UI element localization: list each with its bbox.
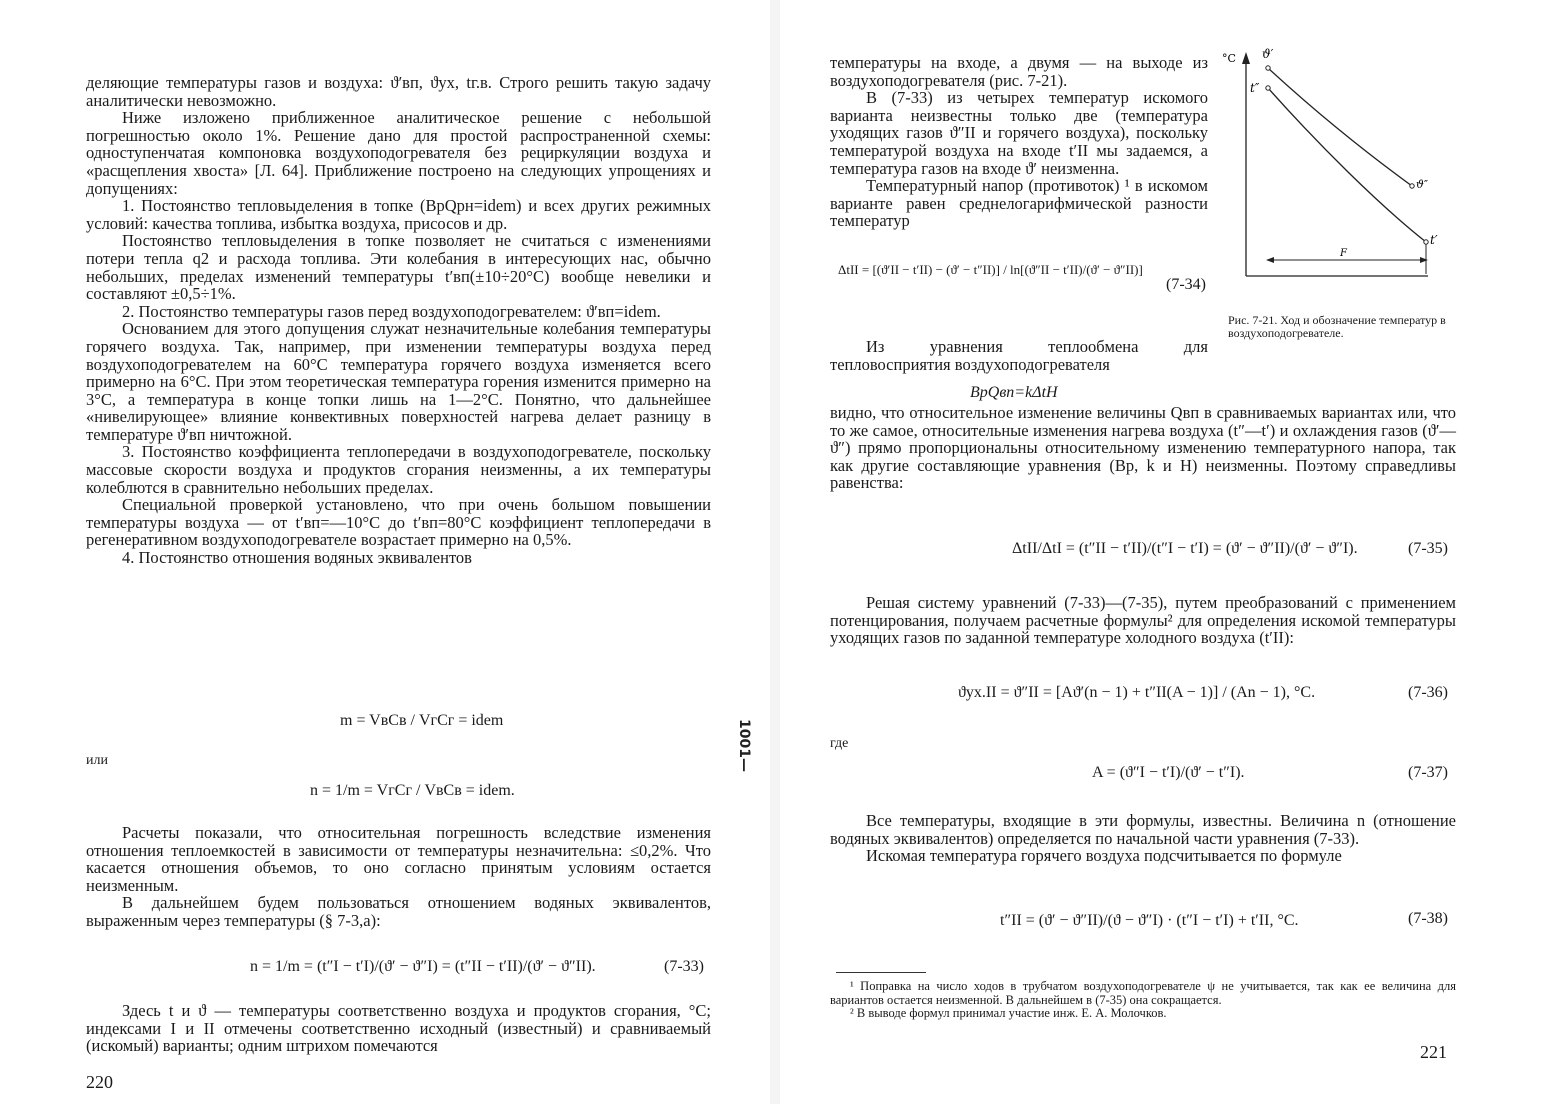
right-text-narrow-1	[830, 54, 1208, 230]
figure-caption: Рис. 7-21. Ход и обозначение температур в воздухоподогревателе.	[1228, 313, 1446, 340]
left-page	[0, 0, 770, 1104]
label-area: F	[1340, 248, 1347, 259]
label-theta-prime: ϑ′	[1262, 47, 1274, 61]
label-t-prime: t′	[1430, 233, 1438, 247]
library-stamp	[727, 715, 753, 785]
paragraph: Все температуры, входящие в эти формулы, известны. Величина n (отношение водяных эквивалентов) определяется по начальной части уравнения (7-33).	[830, 811, 1456, 848]
right-text-wide-3	[830, 812, 1456, 865]
footnotes	[830, 980, 1456, 1021]
left-text-block-1	[86, 74, 711, 567]
temperature-diagram	[1218, 44, 1458, 324]
formula-7-35: ΔtII/ΔtI = (t″II − t′II)/(t″I − t′I) = (ϑ′ − ϑ″II)/(ϑ′ − ϑ″I).	[1012, 540, 1358, 557]
paragraph: деляющие температуры газов и воздуха: ϑ′вп, ϑух, tг.в. Строго решить такую задачу аналитически невозможно.	[86, 73, 711, 110]
paragraph: Искомая температура горячего воздуха подсчитывается по формуле	[866, 846, 1342, 866]
equation-number: (7-36)	[1408, 684, 1448, 701]
book-gutter	[770, 0, 780, 1104]
paragraph: 1. Постоянство тепловыделения в топке (BрQрн=idem) и всех других режимных условий: качества топлива, избытка воздуха, присосов и др.	[86, 196, 711, 233]
equation-number: (7-37)	[1408, 764, 1448, 781]
formula-7-34: ΔtII = [(ϑ′II − t′II) − (ϑ′ − t″II)] / ln[(ϑ″II − t′II)/(ϑ′ − ϑ″II)]	[838, 262, 1143, 277]
left-text-block-3	[86, 1002, 711, 1055]
equation-number: (7-35)	[1408, 540, 1448, 557]
formula-7-38: t″II = (ϑ′ − ϑ″II)/(ϑ − ϑ″I) · (t″I − t′I) + t′II, °С.	[1000, 912, 1299, 929]
paragraph: видно, что относительное изменение величины Qвп в сравниваемых вариантах или, что то же самое, относительные изменения нагрева воздуха (t″—t′) и охлаждения газов (ϑ′—ϑ″) прямо пропорциональны относительному изменению температурного напора, так как другие составляющие уравнения (Bр, k и H) неизменны. Поэтому справедливы равенства:	[830, 403, 1456, 493]
paragraph: Ниже изложено приближенное аналитическое решение с небольшой погрешностью около 1%. Решение дано для простой распространенной схемы: одноступенчатая компоновка воздухоподогревателя без рециркуляции воздуха и «расщепления хвоста» [Л. 64]. Приближение построено на следующих упрощениях и допущениях:	[86, 108, 711, 198]
figure-7-21	[1218, 44, 1458, 324]
left-text-block-2	[86, 824, 711, 930]
paragraph: Здесь t и ϑ — температуры соответственно воздуха и продуктов сгорания, °С; индексами I и II отмечены соответственно исходный (известный) и сравниваемый (искомый) варианты; одним штрихом помечаются	[86, 1001, 711, 1056]
paragraph: 4. Постоянство отношения водяных эквивалентов	[122, 548, 472, 568]
formula-m: m = VвCв / VгCг = idem	[340, 712, 504, 729]
paragraph: Основанием для этого допущения служат незначительные колебания температуры горячего воздуха. Так, например, при изменении температуры воздуха перед воздухоподогревателем на 60°С температура горячего воздуха изменяется всего примерно на 6°С. При этом теоретическая температура горения изменится примерно на 3°С, а температура в конце топки лишь на 1—2°С. Понятно, что дальнейшее «нивелирующее» влияние конвективных поверхностей нагрева делает разницу в температуре ϑ′вп ничтожной.	[86, 319, 711, 444]
paragraph: Из уравнения теплообмена для тепловосприятия воздухоподогревателя	[830, 337, 1208, 374]
formula-7-33: n = 1/m = (t″I − t′I)/(ϑ′ − ϑ″I) = (t″II − t′II)/(ϑ′ − ϑ″II).	[250, 958, 596, 975]
formula-heat-exchange: BрQвп=kΔtH	[970, 384, 1058, 401]
paragraph: Постоянство тепловыделения в топке позволяет не считаться с изменениями потери тепла q2 и расхода топлива. Эти колебания в интересующих нас, обычно небольших, пределах изменений температуры t′вп(±10÷20°С) вообще невелики и составляют ±0,5÷1%.	[86, 231, 711, 304]
paragraph: В дальнейшем будем пользоваться отношением водяных эквивалентов, выраженным через температуры (§ 7-3,а):	[86, 893, 711, 930]
right-text-wide-1	[830, 404, 1456, 492]
equation-number: (7-33)	[664, 958, 704, 975]
right-page	[780, 0, 1560, 1104]
paragraph: Решая систему уравнений (7-33)—(7-35), путем преобразований с применением потенцирования, получаем расчетные формулы² для определения искомой температуры уходящих газов по заданной температуре холодного воздуха (t′II):	[830, 593, 1456, 648]
right-text-wide-2	[830, 594, 1456, 647]
page-number: 220	[86, 1072, 113, 1092]
page-number: 221	[1420, 1042, 1447, 1062]
paragraph: Расчеты показали, что относительная погрешность вследствие изменения отношения теплоемкостей в зависимости от температуры незначительна: ≤0,2%. Что касается отношения объемов, то оно согласно принятым условиям остается неизменным.	[86, 823, 711, 895]
paragraph: В (7-33) из четырех температур искомого варианта неизвестны только две (температура уходящих газов ϑ″II и горячего воздуха), поскольку температурой воздуха на входе t′II мы задаемся, а температура газов на входе ϑ′ неизменна.	[830, 88, 1208, 178]
word-ili: или	[86, 753, 108, 768]
stamp-text: 1001—	[736, 719, 752, 772]
formula-7-37: A = (ϑ″I − t′I)/(ϑ′ − t″I).	[1092, 764, 1245, 781]
label-theta-double-prime: ϑ″	[1416, 178, 1428, 191]
equation-number: (7-38)	[1408, 910, 1448, 927]
paragraph: Специальной проверкой установлено, что при очень большом повышении температуры воздуха — от t′вп=—10°С до t′вп=80°С коэффициент теплопередачи в регенеративном воздухоподогревателе возрастает примерно на 0,5%.	[86, 495, 711, 550]
formula-7-36: ϑух.II = ϑ″II = [Aϑ′(n − 1) + t″II(A − 1)] / (An − 1), °С.	[958, 684, 1316, 701]
footnote-rule	[836, 972, 926, 973]
axis-unit-label: °C	[1222, 52, 1236, 65]
equation-number: (7-34)	[1166, 276, 1206, 293]
footnote-1: ¹ Поправка на число ходов в трубчатом воздухоподогревателе ψ не учитывается, так как ее величина для вариантов остается неизменной. В дальнейшем в (7-35) она сокращается.	[830, 979, 1456, 1007]
word-gde: где	[830, 736, 849, 751]
formula-n: n = 1/m = VгCг / VвCв = idem.	[310, 782, 515, 799]
footnote-2: ² В выводе формул принимал участие инж. Е. А. Молочков.	[850, 1006, 1167, 1020]
paragraph: 2. Постоянство температуры газов перед воздухоподогревателем: ϑ′вп=idem.	[122, 301, 661, 321]
paragraph: Температурный напор (противоток) ¹ в искомом варианте равен среднелогарифмической разности температур	[830, 176, 1208, 231]
paragraph: 3. Постоянство коэффициента теплопередачи в воздухоподогревателе, поскольку массовые скорости воздуха и продуктов сгорания неизменны, а их температуры колеблются в сравнительно небольших пределах.	[86, 442, 711, 497]
right-text-narrow-2	[830, 338, 1208, 373]
paragraph: температуры на входе, а двумя — на выходе из воздухоподогревателя (рис. 7-21).	[830, 53, 1208, 90]
label-t-double-prime: t″	[1250, 81, 1260, 95]
